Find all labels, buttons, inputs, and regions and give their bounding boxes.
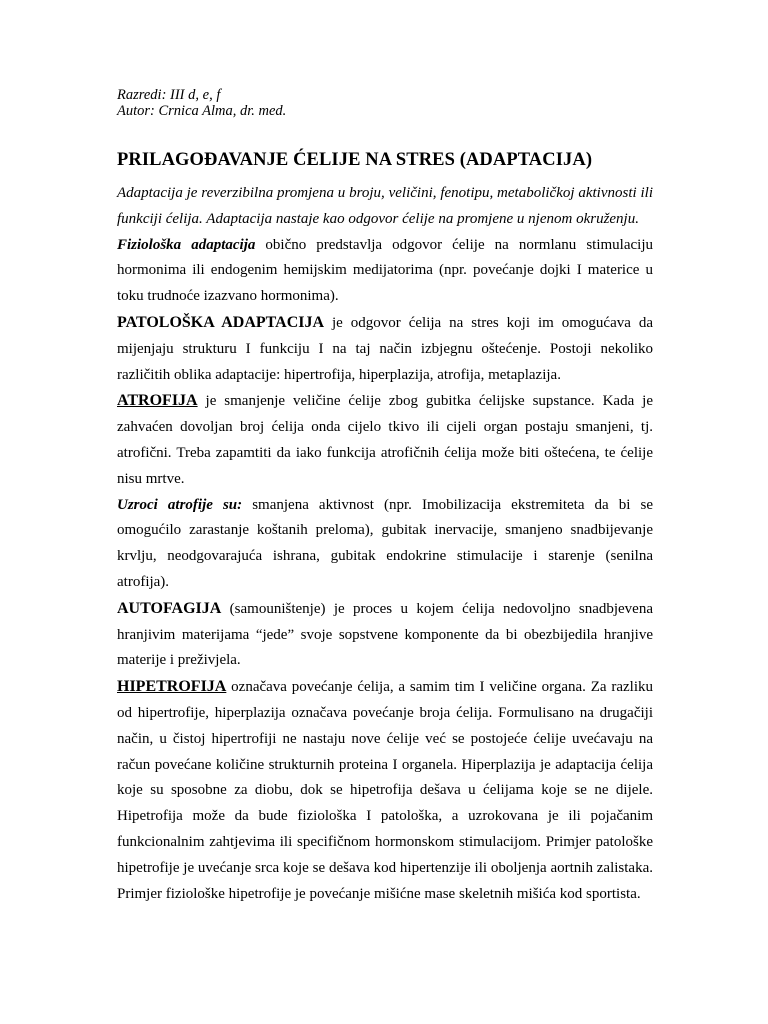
document-page <box>117 87 653 907</box>
autophagy-term: AUTOFAGIJA <box>117 599 222 617</box>
classes-line: Razredi: III d, e, f <box>117 87 221 103</box>
physiological-text: obično predstavlja odgovor ćelije na normlanu stimulaciju hormonima ili endogenim hemijskim medijatorima (npr. povećanje dojki I materice u toku trudnoće izazvano hormonima). <box>117 236 653 305</box>
atrophy-term: ATROFIJA <box>117 392 198 410</box>
physiological-term: Fiziološka adaptacija <box>117 236 256 253</box>
atrophy-text: je smanjenje veličine ćelije zbog gubitka ćelijske supstance. Kada je zahvaćen dovoljan broj ćelija onda cijelo tkivo ili cijeli organ postaju smanjeni, tj. atrofični. Treba zapamtiti da iako funkcija atrofičnih ćelija može biti oštećena, te ćelije nisu mrtve. <box>117 393 653 487</box>
pathological-paragraph <box>117 310 653 388</box>
pathological-text: je odgovor ćelija na stres koji im omogućava da mijenjaju strukturu I funkciju I na taj način izbjegnu oštećenje. Postoji nekoliko različitih oblika adaptacije: hipertrofija, hiperplazija, atrofija, metaplazija. <box>117 314 653 383</box>
autophagy-paragraph <box>117 596 653 674</box>
pathological-term: PATOLOŠKA ADAPTACIJA <box>117 313 325 331</box>
atrophy-paragraph <box>117 388 653 492</box>
physiological-paragraph <box>117 233 653 310</box>
page-title: PRILAGOĐAVANJE ĆELIJE NA STRES (ADAPTACIJA) <box>117 150 593 170</box>
hypertrophy-text: označava povećanje ćelija, a samim tim I veličine organa. Za razliku od hipertrofije, hiperplazija označava povećanje broja ćelija. Formulisano na drugačiji način, u čistoj hipertrofiji ne nastaju nove ćelije već se postojeće ćelije uvećavaju na račun povećane količine strukturnih proteina I organela. Hiperplazija je adaptacija ćelija koje su sposobne za diobu, dok se hipetrofija dešava u ćelijama koje se ne dijele. Hipetrofija može da bude fiziološka I patološka, a uzrokovana je ili pojačanim funkcionalnim zahtjevima ili specifičnom hormonskom stimulacijom. Primjer patološke hipetrofije je uvećanje srca koje se dešava kod hipertenzije ili obolјenja aortnih zalistaka. Primjer fiziološke hipetrofije je povećanje mišićne mase skeletnih mišića kod sportista. <box>117 679 653 902</box>
hypertrophy-paragraph <box>117 674 653 907</box>
intro-paragraph: Adaptacija je reverzibilna promjena u broju, veličini, fenotipu, metaboličkoj aktivnosti ili funkciji ćelija. Adaptacija nastaje kao odgovor ćelije na promjene u njenom okruženju. <box>117 185 653 227</box>
causes-paragraph <box>117 493 653 596</box>
document-meta <box>117 87 653 119</box>
autophagy-text: (samouništenje) je proces u kojem ćelija nedovoljno snadbjevena hranjivim materijama “jede” svoje sopstvene komponente da bi obezbijedila hranjive materije i preživjela. <box>117 600 653 669</box>
hypertrophy-term: HIPETROFIJA <box>117 678 227 696</box>
causes-term: Uzroci atrofije su: <box>117 496 243 513</box>
author-line: Autor: Crnica Alma, dr. med. <box>117 103 287 119</box>
causes-text: smanjena aktivnost (npr. Imobilizacija ekstremiteta da bi se omogućilo zarastanje koštanih preloma), gubitak inervacije, smanjeno snadbijevanje krvlju, neodgovarajuća ishrana, gubitak endokrine stimulacije i starenje (senilna atrofija). <box>117 496 653 590</box>
